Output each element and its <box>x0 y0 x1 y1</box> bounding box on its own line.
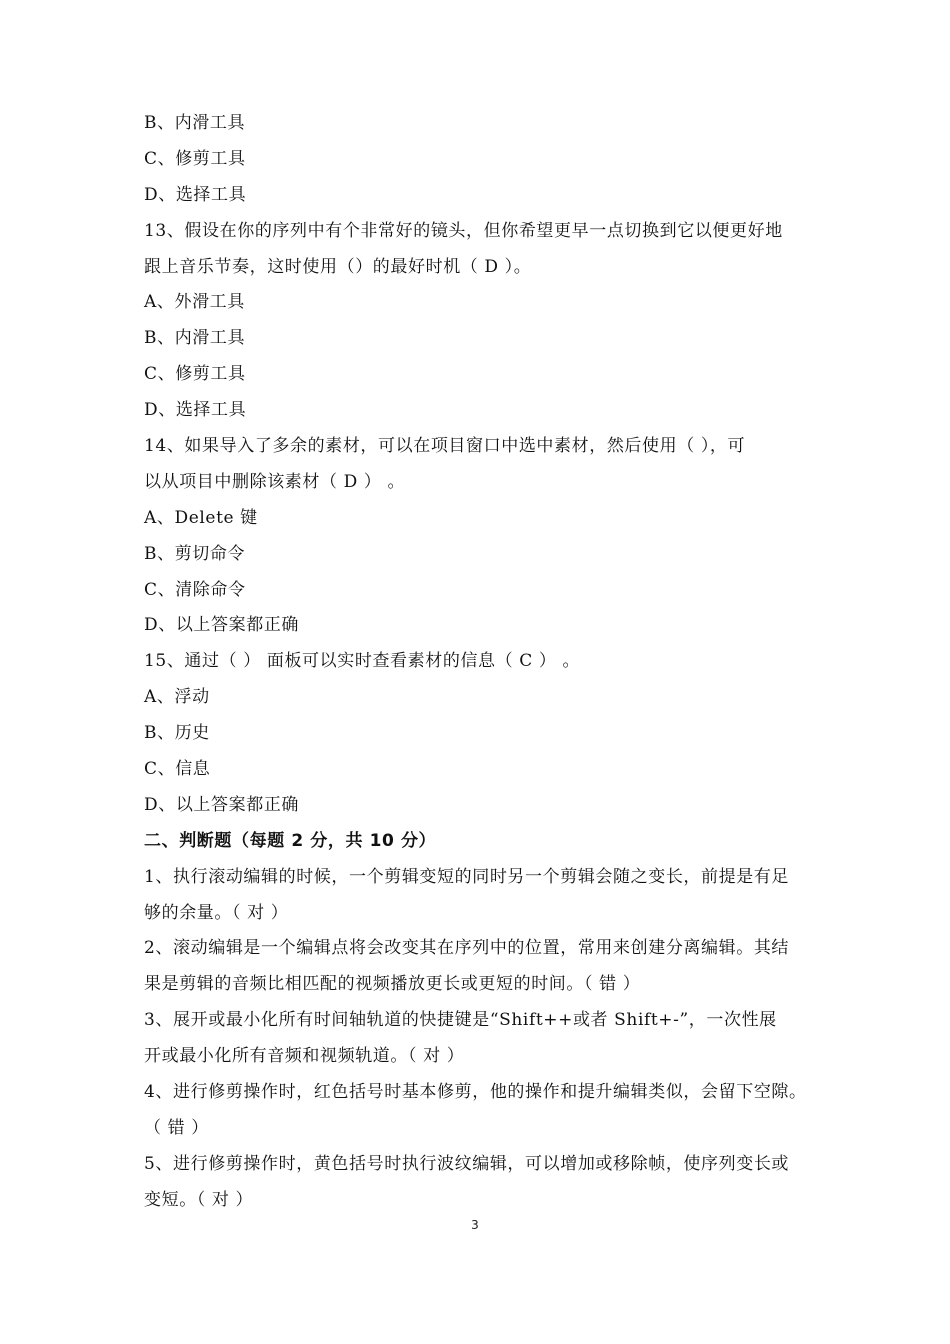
question-line: 变短。（ 对 ） <box>144 1189 254 1210</box>
question-line: 2、滚动编辑是一个编辑点将会改变其在序列中的位置，常用来创建分离编辑。其结 <box>144 938 790 959</box>
option-line: A、浮动 <box>144 687 210 708</box>
option-line: C、清除命令 <box>144 579 246 600</box>
option-line: D、以上答案都正确 <box>144 615 300 636</box>
option-line: D、以上答案都正确 <box>144 794 300 815</box>
option-line: C、修剪工具 <box>144 364 246 385</box>
question-line: 5、进行修剪操作时，黄色括号时执行波纹编辑，可以增加或移除帧，使序列变长或 <box>144 1153 790 1174</box>
section-heading: 二、判断题（每题 2 分，共 10 分） <box>144 830 437 851</box>
option-line: D、选择工具 <box>144 400 247 421</box>
question-line: 15、通过（ ） 面板可以实时查看素材的信息（ C ） 。 <box>144 651 581 672</box>
question-line: 14、如果导入了多余的素材，可以在项目窗口中选中素材，然后使用（ ），可 <box>144 436 746 457</box>
option-line: B、内滑工具 <box>144 328 246 349</box>
question-line: 跟上音乐节奏，这时使用（）的最好时机（ D ）。 <box>144 256 532 277</box>
page-number: 3 <box>471 1218 479 1232</box>
question-line: 4、进行修剪操作时，红色括号时基本修剪，他的操作和提升编辑类似，会留下空隙。 <box>144 1082 807 1103</box>
question-line: （ 错 ） <box>144 1117 209 1138</box>
question-line: 3、展开或最小化所有时间轴轨道的快捷键是“Shift++或者 Shift+-”，一次性展 <box>144 1010 777 1031</box>
option-line: A、外滑工具 <box>144 292 245 313</box>
question-line: 够的余量。（ 对 ） <box>144 902 289 923</box>
question-line: 果是剪辑的音频比相匹配的视频播放更长或更短的时间。（ 错 ） <box>144 974 641 995</box>
option-line: B、剪切命令 <box>144 543 246 564</box>
question-line: 1、执行滚动编辑的时候，一个剪辑变短的同时另一个剪辑会随之变长，前提是有足 <box>144 866 790 887</box>
option-line: C、修剪工具 <box>144 148 246 169</box>
option-line: D、选择工具 <box>144 184 247 205</box>
question-line: 13、假设在你的序列中有个非常好的镜头，但你希望更早一点切换到它以便更好地 <box>144 220 783 241</box>
question-line: 以从项目中删除该素材（ D ） 。 <box>144 471 406 492</box>
option-line: A、Delete 键 <box>144 507 258 528</box>
page-content <box>144 106 814 1219</box>
option-line: C、信息 <box>144 759 211 780</box>
option-line: B、历史 <box>144 723 210 744</box>
option-line: B、内滑工具 <box>144 113 246 133</box>
question-line: 开或最小化所有音频和视频轨道。（ 对 ） <box>144 1046 465 1067</box>
